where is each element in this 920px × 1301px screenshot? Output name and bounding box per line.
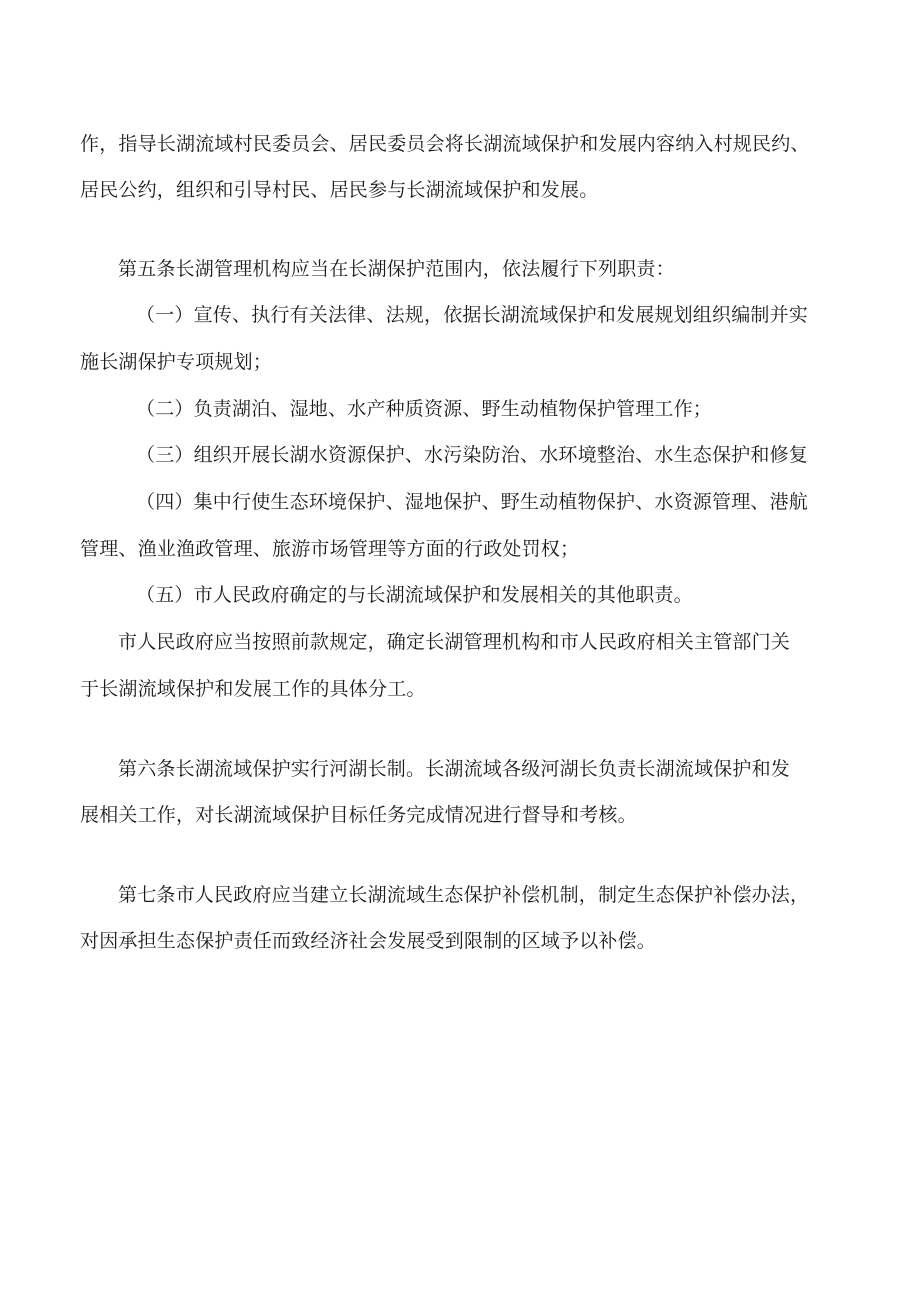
article-5-heading: 第五条长湖管理机构应当在长湖保护范围内，依法履行下列职责：	[118, 258, 675, 280]
article-7-line-1: 第七条市人民政府应当建立长湖流域生态保护补偿机制，制定生态保护补偿办法，	[118, 884, 810, 906]
article-5-paragraph-2-line-2: 于长湖流域保护和发展工作的具体分工。	[80, 678, 426, 700]
article-5-item-5: （五）市人民政府确定的与长湖流域保护和发展相关的其他职责。	[136, 584, 693, 606]
article-5-item-3: （三）组织开展长湖水资源保护、水污染防治、水环境整治、水生态保护和修复	[136, 444, 809, 466]
article-5-paragraph-2-line-1: 市人民政府应当按照前款规定，确定长湖管理机构和市人民政府相关主管部门关	[118, 631, 791, 653]
article-6-line-2: 展相关工作，对长湖流域保护目标任务完成情况进行督导和考核。	[80, 804, 637, 826]
paragraph-continuation-line-2: 居民公约，组织和引导村民、居民参与长湖流域保护和发展。	[80, 179, 599, 201]
article-5-item-4-line-1: （四）集中行使生态环境保护、湿地保护、野生动植物保护、水资源管理、港航	[136, 491, 809, 513]
article-5-item-1-line-1: （一）宣传、执行有关法律、法规，依据长湖流域保护和发展规划组织编制并实	[136, 304, 809, 326]
paragraph-continuation-line-1: 作，指导长湖流域村民委员会、居民委员会将长湖流域保护和发展内容纳入村规民约、	[80, 133, 810, 155]
article-5-item-2: （二）负责湖泊、湿地、水产种质资源、野生动植物保护管理工作；	[136, 398, 713, 420]
article-5-item-4-line-2: 管理、渔业渔政管理、旅游市场管理等方面的行政处罚权；	[80, 538, 580, 560]
article-7-line-2: 对因承担生态保护责任而致经济社会发展受到限制的区域予以补偿。	[80, 930, 657, 952]
article-5-item-1-line-2: 施长湖保护专项规划；	[80, 351, 273, 373]
article-6-line-1: 第六条长湖流域保护实行河湖长制。长湖流域各级河湖长负责长湖流域保护和发	[118, 758, 791, 780]
